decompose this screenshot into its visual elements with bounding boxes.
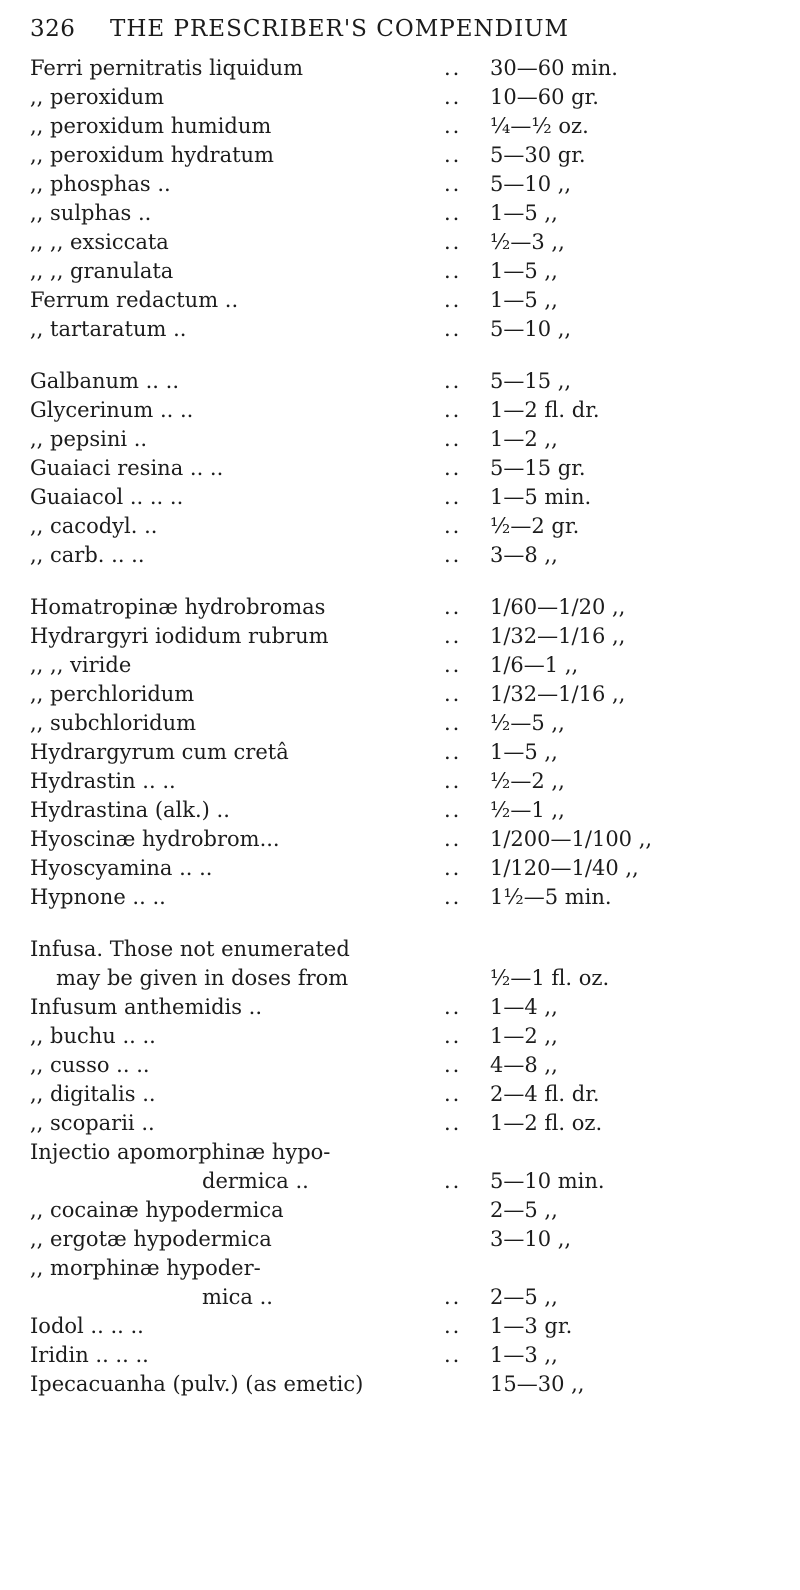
dose: 1—5 ,, xyxy=(490,740,558,764)
dose: 1/32—1/16 ,, xyxy=(490,682,626,706)
dot-leader: .. xyxy=(444,769,462,793)
drug-name: Injectio apomorphinæ hypo- xyxy=(30,1140,331,1164)
entry-row xyxy=(30,1167,790,1196)
dot-leader: .. xyxy=(444,856,462,880)
drug-name: ,, buchu .. .. xyxy=(30,1024,156,1048)
dose: 1—3 gr. xyxy=(490,1314,573,1338)
section-h xyxy=(30,593,790,912)
entry-row xyxy=(30,622,790,651)
drug-name: mica .. xyxy=(202,1285,273,1309)
dot-leader: .. xyxy=(444,798,462,822)
drug-name: Ferrum redactum .. xyxy=(30,288,239,312)
section-g xyxy=(30,367,790,570)
dot-leader: .. xyxy=(444,1343,462,1367)
entry-row xyxy=(30,112,790,141)
drug-name: ,, peroxidum hydratum xyxy=(30,143,274,167)
entry-row xyxy=(30,1196,790,1225)
dose: 1/60—1/20 ,, xyxy=(490,595,626,619)
entry-row xyxy=(30,1138,790,1167)
entry-row xyxy=(30,367,790,396)
dose: 1½—5 min. xyxy=(490,885,612,909)
drug-name: Iridin .. .. .. xyxy=(30,1343,149,1367)
drug-name: Hydrargyrum cum cretâ xyxy=(30,740,289,764)
drug-name: Hyoscinæ hydrobrom... xyxy=(30,827,280,851)
entry-row xyxy=(30,935,790,964)
dot-leader: .. xyxy=(444,143,462,167)
dose: ½—1 fl. oz. xyxy=(490,966,610,990)
dose: 2—5 ,, xyxy=(490,1285,558,1309)
dosage-table xyxy=(30,54,790,1422)
entry-row xyxy=(30,54,790,83)
entry-row xyxy=(30,1022,790,1051)
entry-row xyxy=(30,541,790,570)
drug-name: ,, peroxidum xyxy=(30,85,165,109)
entry-row xyxy=(30,512,790,541)
entry-row xyxy=(30,396,790,425)
entry-row xyxy=(30,286,790,315)
dot-leader: .. xyxy=(444,1024,462,1048)
drug-name: Guaiacol .. .. .. xyxy=(30,485,184,509)
dot-leader: .. xyxy=(444,456,462,480)
drug-name: Hydrastin .. .. xyxy=(30,769,176,793)
entry-row xyxy=(30,425,790,454)
entry-row xyxy=(30,257,790,286)
entry-row xyxy=(30,1225,790,1254)
drug-name: dermica .. xyxy=(202,1169,309,1193)
dot-leader: .. xyxy=(444,827,462,851)
entry-row xyxy=(30,1283,790,1312)
entry-row xyxy=(30,964,790,993)
drug-name: Homatropinæ hydrobromas xyxy=(30,595,326,619)
entry-row xyxy=(30,883,790,912)
dose: 1/6—1 ,, xyxy=(490,653,579,677)
dot-leader: .. xyxy=(444,1053,462,1077)
drug-name: ,, cocainæ hypodermica xyxy=(30,1198,284,1222)
drug-name: Iodol .. .. .. xyxy=(30,1314,144,1338)
dot-leader: .. xyxy=(444,1285,462,1309)
drug-name: ,, digitalis .. xyxy=(30,1082,156,1106)
dose: ½—5 ,, xyxy=(490,711,565,735)
drug-name: ,, subchloridum xyxy=(30,711,197,735)
dose: 1—5 ,, xyxy=(490,259,558,283)
entry-row xyxy=(30,854,790,883)
drug-name: ,, phosphas .. xyxy=(30,172,171,196)
dot-leader: .. xyxy=(444,995,462,1019)
drug-name: Guaiaci resina .. .. xyxy=(30,456,224,480)
drug-name: ,, cusso .. .. xyxy=(30,1053,150,1077)
drug-name: ,, perchloridum xyxy=(30,682,195,706)
dose: 1—2 fl. dr. xyxy=(490,398,600,422)
dot-leader: .. xyxy=(444,427,462,451)
dose: 1/200—1/100 ,, xyxy=(490,827,653,851)
dot-leader: .. xyxy=(444,1314,462,1338)
dose: 3—10 ,, xyxy=(490,1227,572,1251)
dose: 10—60 gr. xyxy=(490,85,599,109)
drug-name: Galbanum .. .. xyxy=(30,369,179,393)
dose: ¼—½ oz. xyxy=(490,114,589,138)
dose: 1—2 ,, xyxy=(490,427,558,451)
entry-row xyxy=(30,1109,790,1138)
dot-leader: .. xyxy=(444,85,462,109)
dose: 2—4 fl. dr. xyxy=(490,1082,600,1106)
dot-leader: .. xyxy=(444,56,462,80)
entry-row xyxy=(30,1370,790,1399)
dot-leader: .. xyxy=(444,885,462,909)
dot-leader: .. xyxy=(444,172,462,196)
dose: 30—60 min. xyxy=(490,56,618,80)
dose: 3—8 ,, xyxy=(490,543,558,567)
dose: 2—5 ,, xyxy=(490,1198,558,1222)
dot-leader: .. xyxy=(444,114,462,138)
drug-name: ,, ,, exsiccata xyxy=(30,230,169,254)
dot-leader: .. xyxy=(444,288,462,312)
page-header xyxy=(30,16,770,56)
drug-name: ,, pepsini .. xyxy=(30,427,148,451)
dose: 1—2 ,, xyxy=(490,1024,558,1048)
entry-row xyxy=(30,1254,790,1283)
dose: 5—10 ,, xyxy=(490,172,572,196)
entry-row xyxy=(30,170,790,199)
dose: 5—10 ,, xyxy=(490,317,572,341)
page-number: 326 xyxy=(30,16,76,42)
drug-name: ,, cacodyl. .. xyxy=(30,514,158,538)
entry-row xyxy=(30,796,790,825)
entry-row xyxy=(30,993,790,1022)
dose: 1/120—1/40 ,, xyxy=(490,856,639,880)
dose: 5—10 min. xyxy=(490,1169,605,1193)
entry-row xyxy=(30,83,790,112)
entry-row xyxy=(30,738,790,767)
dot-leader: .. xyxy=(444,201,462,225)
drug-name: Hypnone .. .. xyxy=(30,885,166,909)
drug-name: Glycerinum .. .. xyxy=(30,398,194,422)
dot-leader: .. xyxy=(444,653,462,677)
entry-row xyxy=(30,228,790,257)
entry-row xyxy=(30,651,790,680)
dot-leader: .. xyxy=(444,740,462,764)
entry-row xyxy=(30,141,790,170)
dose: 4—8 ,, xyxy=(490,1053,558,1077)
dose: 1/32—1/16 ,, xyxy=(490,624,626,648)
entry-row xyxy=(30,315,790,344)
dot-leader: .. xyxy=(444,485,462,509)
dot-leader: .. xyxy=(444,682,462,706)
dose: 15—30 ,, xyxy=(490,1372,585,1396)
drug-name: Ferri pernitratis liquidum xyxy=(30,56,304,80)
dot-leader: .. xyxy=(444,398,462,422)
dose: 1—3 ,, xyxy=(490,1343,558,1367)
dot-leader: .. xyxy=(444,369,462,393)
dot-leader: .. xyxy=(444,624,462,648)
running-title: THE PRESCRIBER'S COMPENDIUM xyxy=(110,16,570,42)
drug-name: may be given in doses from xyxy=(56,966,349,990)
entry-row xyxy=(30,767,790,796)
dot-leader: .. xyxy=(444,543,462,567)
entry-row xyxy=(30,1051,790,1080)
drug-name: ,, morphinæ hypoder- xyxy=(30,1256,261,1280)
dose: 1—5 ,, xyxy=(490,288,558,312)
drug-name: ,, scoparii .. xyxy=(30,1111,155,1135)
drug-name: Infusa. Those not enumerated xyxy=(30,937,350,961)
drug-name: Hydrastina (alk.) .. xyxy=(30,798,230,822)
entry-row xyxy=(30,825,790,854)
section-ferrum xyxy=(30,54,790,344)
entry-row xyxy=(30,680,790,709)
dose: 1—2 fl. oz. xyxy=(490,1111,603,1135)
dose: 1—5 ,, xyxy=(490,201,558,225)
dose: ½—2 ,, xyxy=(490,769,565,793)
dot-leader: .. xyxy=(444,230,462,254)
dose: 1—4 ,, xyxy=(490,995,558,1019)
dose: 1—5 min. xyxy=(490,485,592,509)
dot-leader: .. xyxy=(444,514,462,538)
dose: ½—1 ,, xyxy=(490,798,565,822)
drug-name: Hydrargyri iodidum rubrum xyxy=(30,624,329,648)
section-i xyxy=(30,935,790,1399)
dot-leader: .. xyxy=(444,1111,462,1135)
dot-leader: .. xyxy=(444,259,462,283)
dot-leader: .. xyxy=(444,711,462,735)
entry-row xyxy=(30,709,790,738)
entry-row xyxy=(30,483,790,512)
drug-name: ,, tartaratum .. xyxy=(30,317,187,341)
entry-row xyxy=(30,1312,790,1341)
dot-leader: .. xyxy=(444,317,462,341)
drug-name: Hyoscyamina .. .. xyxy=(30,856,213,880)
dot-leader: .. xyxy=(444,1169,462,1193)
drug-name: ,, sulphas .. xyxy=(30,201,152,225)
dose: 5—30 gr. xyxy=(490,143,586,167)
drug-name: ,, ,, granulata xyxy=(30,259,174,283)
dose: 5—15 ,, xyxy=(490,369,572,393)
dot-leader: .. xyxy=(444,595,462,619)
drug-name: Infusum anthemidis .. xyxy=(30,995,263,1019)
entry-row xyxy=(30,454,790,483)
drug-name: Ipecacuanha (pulv.) (as emetic) xyxy=(30,1372,364,1396)
dose: ½—2 gr. xyxy=(490,514,580,538)
entry-row xyxy=(30,593,790,622)
entry-row xyxy=(30,1341,790,1370)
dot-leader: .. xyxy=(444,1082,462,1106)
drug-name: ,, ,, viride xyxy=(30,653,132,677)
drug-name: ,, carb. .. .. xyxy=(30,543,145,567)
dose: ½—3 ,, xyxy=(490,230,565,254)
entry-row xyxy=(30,199,790,228)
entry-row xyxy=(30,1080,790,1109)
drug-name: ,, ergotæ hypodermica xyxy=(30,1227,272,1251)
dose: 5—15 gr. xyxy=(490,456,586,480)
drug-name: ,, peroxidum humidum xyxy=(30,114,272,138)
